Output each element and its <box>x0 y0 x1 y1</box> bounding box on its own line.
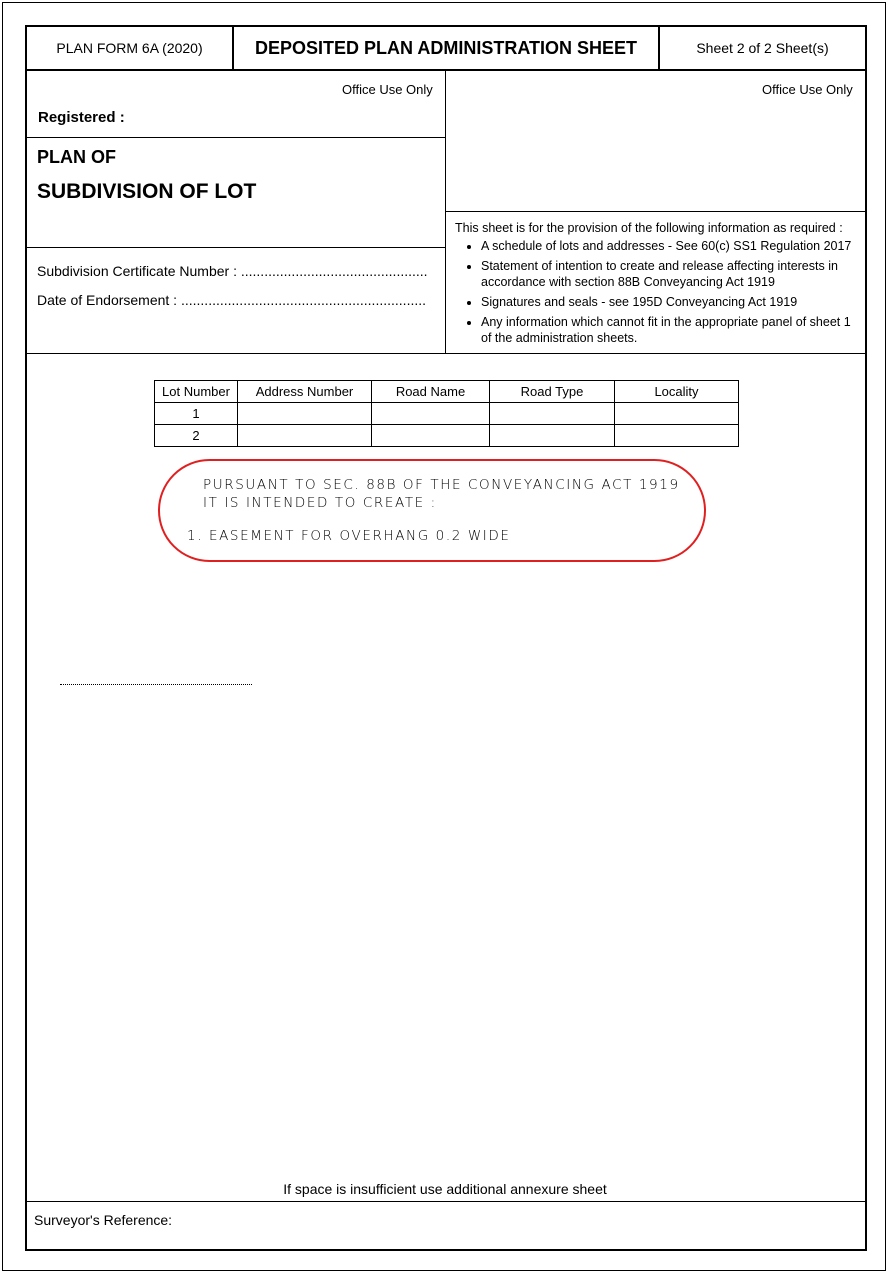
plan-title: SUBDIVISION OF LOT <box>37 180 257 203</box>
requirements-intro: This sheet is for the provision of the following information as required : <box>455 221 843 235</box>
road-name-cell <box>372 403 490 425</box>
panels-bottom-divider <box>27 353 866 354</box>
requirements-block <box>455 220 860 350</box>
road-name-cell <box>372 425 490 447</box>
address-number-cell <box>238 403 372 425</box>
left-divider-1 <box>27 137 445 138</box>
subdivision-certificate-field: Subdivision Certificate Number : ................................................ <box>37 263 428 279</box>
lot-number-cell: 2 <box>155 425 238 447</box>
column-header: Address Number <box>238 381 372 403</box>
form-title: DEPOSITED PLAN ADMINISTRATION SHEET <box>254 37 638 58</box>
form-frame <box>25 25 867 1251</box>
column-header: Road Name <box>372 381 490 403</box>
office-use-right: Office Use Only <box>762 82 853 97</box>
date-endorsement-field: Date of Endorsement : ............................................................... <box>37 292 427 308</box>
table-row <box>155 425 739 447</box>
lots-table <box>154 380 739 447</box>
left-divider-2 <box>27 247 445 248</box>
requirement-item: • Any information which cannot fit in the appropriate panel of sheet 1 of the administration sheets. <box>481 314 860 346</box>
requirement-item: • Signatures and seals - see 195D Conveyancing Act 1919 <box>481 294 860 310</box>
statement-line-1: PURSUANT TO SEC. 88B OF THE CONVEYANCING ACT 1919 <box>203 477 680 493</box>
requirement-item: • Statement of intention to create and release affecting interests in accordance with section 88B Conveyancing Act 1919 <box>481 258 860 290</box>
requirement-item: • A schedule of lots and addresses - See 60(c) SS1 Regulation 2017 <box>481 238 860 254</box>
signature-line <box>60 684 252 685</box>
requirements-list <box>455 238 860 346</box>
column-header: Locality <box>615 381 739 403</box>
right-divider <box>446 211 866 212</box>
road-type-cell <box>490 425 615 447</box>
office-use-left: Office Use Only <box>342 82 433 97</box>
surveyor-reference: Surveyor's Reference: <box>34 1212 173 1228</box>
plan-of-label: PLAN OF <box>37 147 116 167</box>
form-id: PLAN FORM 6A (2020) <box>56 40 203 56</box>
registered-label: Registered : <box>38 109 125 126</box>
column-header: Lot Number <box>155 381 238 403</box>
locality-cell <box>615 403 739 425</box>
road-type-cell <box>490 403 615 425</box>
statement-line-2: IT IS INTENDED TO CREATE : <box>203 495 437 511</box>
address-number-cell <box>238 425 372 447</box>
column-header: Road Type <box>490 381 615 403</box>
table-header-row <box>155 381 739 403</box>
table-row <box>155 403 739 425</box>
locality-cell <box>615 425 739 447</box>
lot-number-cell: 1 <box>155 403 238 425</box>
sheet-number: Sheet 2 of 2 Sheet(s) <box>696 40 829 56</box>
footer-divider <box>27 1201 866 1202</box>
easement-item: 1. EASEMENT FOR OVERHANG 0.2 WIDE <box>187 528 511 544</box>
annexure-note: If space is insufficient use additional annexure sheet <box>283 1181 607 1197</box>
